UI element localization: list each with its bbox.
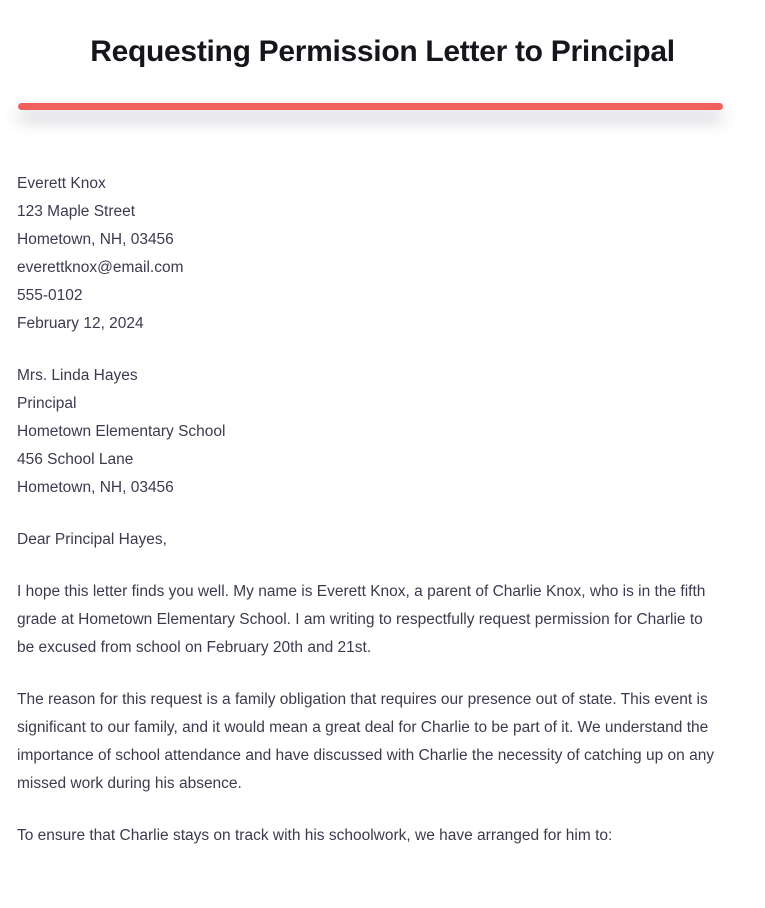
sender-email: everettknox@email.com [17, 259, 184, 276]
recipient-city: Hometown, NH, 03456 [17, 479, 174, 496]
title-divider [18, 103, 723, 110]
recipient-title: Principal [17, 395, 77, 412]
recipient-address-block [17, 362, 723, 502]
sender-city: Hometown, NH, 03456 [17, 231, 174, 248]
letter-paragraph-reason: The reason for this request is a family obligation that requires our presence out of state. This event is significant to our family, and it would mean a great deal for Charlie to be part of it. We understand the importance of school attendance and have discussed with Charlie the necessity of catching up on any missed work during his absence. [17, 691, 715, 792]
salutation: Dear Principal Hayes, [17, 531, 167, 548]
sender-address-block [17, 170, 723, 338]
sender-phone: 555-0102 [17, 287, 83, 304]
letter-paragraph-arrangements: To ensure that Charlie stays on track with his schoolwork, we have arranged for him to: [17, 827, 613, 844]
letter-body [0, 170, 765, 850]
recipient-name: Mrs. Linda Hayes [17, 367, 138, 384]
recipient-street: 456 School Lane [17, 451, 134, 468]
sender-name: Everett Knox [17, 175, 106, 192]
letter-date: February 12, 2024 [17, 315, 144, 332]
sender-street: 123 Maple Street [17, 203, 136, 220]
recipient-school: Hometown Elementary School [17, 423, 226, 440]
page-title: Requesting Permission Letter to Principal [90, 35, 675, 68]
letter-paragraph-intro: I hope this letter finds you well. My name is Everett Knox, a parent of Charlie Knox, who is in the fifth grade at Hometown Elementary School. I am writing to respectfully request permission for Charlie to be excused from school on February 20th and 21st. [17, 583, 706, 656]
